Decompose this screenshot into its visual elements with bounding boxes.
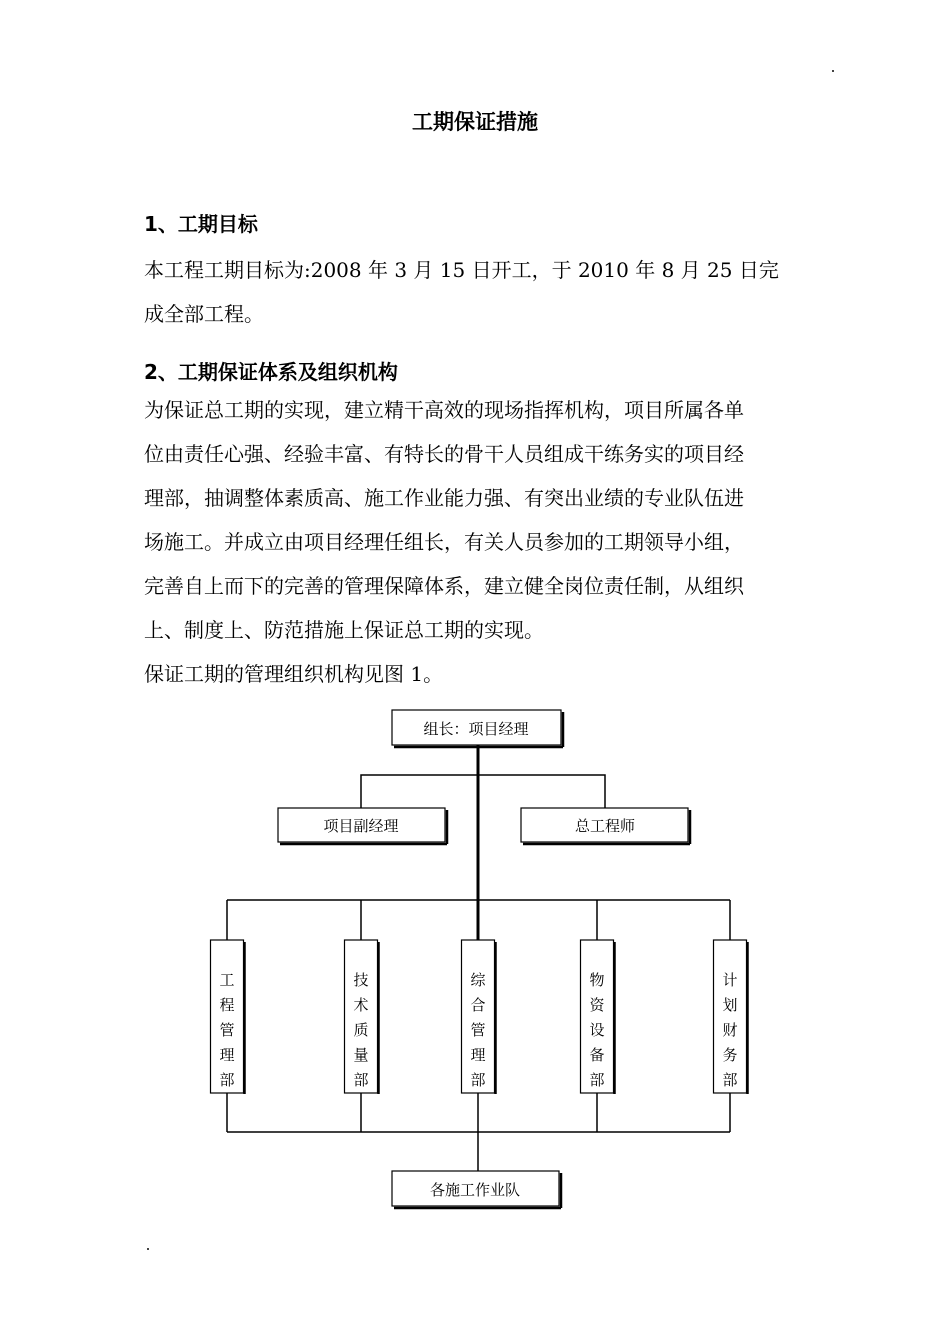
- org-node-deputy-manager: [278, 808, 447, 844]
- connector-deputies: [361, 775, 605, 808]
- paragraph-line: 上、制度上、防范措施上保证总工期的实现。: [144, 618, 544, 642]
- org-node-chief-engineer: [521, 808, 690, 844]
- org-node-department-label: 工程管理部: [219, 971, 235, 1089]
- org-node-department: [581, 940, 615, 1094]
- paragraph-line: 成全部工程。: [144, 302, 264, 326]
- org-node-department: [345, 940, 379, 1094]
- org-node-deputy-label: 总工程师: [574, 817, 636, 835]
- paragraph-line: 理部，抽调整体素质高、施工作业能力强、有突出业绩的专业队伍进: [144, 486, 744, 510]
- paragraph-line: 本工程工期目标为:2008 年 3 月 15 日开工，于 2010 年 8 月 25 日完: [144, 258, 779, 282]
- paragraph-line: 完善自上而下的完善的管理保障体系，建立健全岗位责任制，从组织: [144, 574, 744, 598]
- page-title: 工期保证措施: [412, 110, 538, 134]
- org-node-work-teams: [392, 1171, 561, 1208]
- org-node-teams-label: 各施工作业队: [429, 1181, 521, 1199]
- org-node-deputy-label: 项目副经理: [323, 817, 399, 835]
- paragraph-line: 位由责任心强、经验丰富、有特长的骨干人员组成干练务实的项目经: [144, 442, 744, 466]
- org-node-department: [714, 940, 748, 1094]
- org-node-department-label: 综合管理部: [470, 971, 486, 1089]
- section-heading-2: 2、工期保证体系及组织机构: [144, 360, 398, 384]
- org-node-leader-label: 组长：项目经理: [423, 720, 529, 738]
- paragraph-line: 场施工。并成立由项目经理任组长，有关人员参加的工期领导小组，: [144, 530, 744, 554]
- org-node-department-label: 技术质量部: [353, 971, 369, 1089]
- paragraph-line: 保证工期的管理组织机构见图 1。: [144, 662, 444, 686]
- paragraph-line: 为保证总工期的实现，建立精干高效的现场指挥机构，项目所属各单: [144, 398, 744, 422]
- org-node-department: [211, 940, 245, 1094]
- org-node-leader: [392, 710, 563, 747]
- org-node-department-label: 物资设备部: [589, 971, 605, 1089]
- org-departments: [211, 940, 748, 1094]
- org-node-department-label: 计划财务部: [722, 971, 738, 1089]
- org-node-department: [462, 940, 496, 1094]
- section-heading-1: 1、工期目标: [144, 212, 258, 236]
